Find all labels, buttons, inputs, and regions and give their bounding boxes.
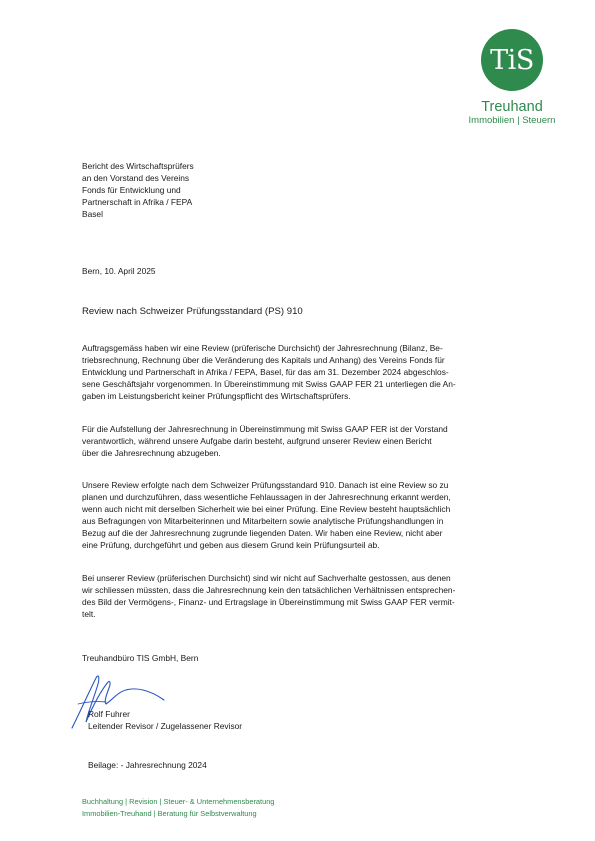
paragraph-conclusion [82,572,532,620]
paragraph-line: wir schliessen müssten, dass die Jahresrechnung kein den tatsächlichen Verhältnissen entsprechen- [82,585,456,596]
paragraph-line: Bezug auf die der Jahresrechnung zugrunde liegenden Daten. Wir haben eine Review, nicht aber [82,528,443,539]
paragraph-line: sene Geschäftsjahr vorgenommen. In Übereinstimmung mit Swiss GAAP FER 21 unterliegen die An- [82,379,456,390]
paragraph-line: wenn auch nicht mit derselben Sicherheit wie bei einer Prüfung. Eine Review besteht hauptsächlich [82,504,451,515]
address-line: an den Vorstand des Vereins [82,173,190,184]
letter-subject: Review nach Schweizer Prüfungsstandard (PS) 910 [82,306,303,317]
paragraph-line: Unsere Review erfolgte nach dem Schweizer Prüfungsstandard 910. Danach ist eine Review so zu [82,480,449,490]
address-line: Partnerschaft in Afrika / FEPA [82,197,193,208]
letter-date: Bern, 10. April 2025 [82,266,156,276]
logo-name: Treuhand [481,99,543,115]
paragraph-line: telt. [82,609,96,620]
enclosure-note: Beilage: - Jahresrechnung 2024 [88,760,207,770]
paragraph-line: planen und durchzuführen, dass wesentliche Fehlaussagen in der Jahresrechnung erkannt werden, [82,492,451,503]
signer-role: Leitender Revisor / Zugelassener Revisor [88,721,243,732]
logo-circle [481,29,543,91]
paragraph-line: aus Befragungen von Mitarbeiterinnen und Mitarbeitern sowie analytische Prüfungshandlungen in [82,516,444,527]
paragraph-line: Entwicklung und Partnerschaft in Afrika / FEPA, Basel, für das am 31. Dezember 2024 abgeschlos- [82,367,449,378]
paragraph-line: Für die Aufstellung der Jahresrechnung in Übereinstimmung mit Swiss GAAP FER ist der Vorstand [82,424,448,434]
logo-mark: TiS [490,44,534,76]
paragraph-line: triebsrechnung, Rechnung über die Veränderung des Kapitals und Anhang) des Vereins Fonds für [82,355,445,366]
signer-name: Rolf Fuhrer [88,709,130,719]
footer-line: Immobilien-Treuhand | Beratung für Selbstverwaltung [82,808,257,818]
paragraph-procedure [82,479,532,552]
address-line: Fonds für Entwicklung und [82,185,181,196]
recipient-address [82,160,194,220]
paragraph-line: verantwortlich, während unsere Aufgabe darin besteht, aufgrund unserer Review einen Bericht [82,436,432,447]
footer-line: Buchhaltung | Revision | Steuer- & Unternehmensberatung [82,797,275,806]
logo-tagline: Immobilien | Steuern [468,115,556,126]
paragraph-line: Bei unserer Review (prüferischen Durchsicht) sind wir nicht auf Sachverhalte gestossen, aus denen [82,573,451,583]
company-logo [462,29,562,127]
letterhead-footer [82,796,274,819]
company-closing: Treuhandbüro TIS GmbH, Bern [82,653,199,663]
address-line: Basel [82,209,103,220]
paragraph-line: über die Jahresrechnung abzugeben. [82,448,221,459]
signer-block [88,708,242,732]
address-line: Bericht des Wirtschaftsprüfers [82,161,194,171]
paragraph-line: Auftragsgemäss haben wir eine Review (prüferische Durchsicht) der Jahresrechnung (Bilanz, Be- [82,343,443,353]
paragraph-line: gaben im Leistungsbericht keiner Prüfungspflicht des Wirtschaftsprüfers. [82,391,351,402]
paragraph-responsibility [82,423,532,459]
paragraph-line: des Bild der Vermögens-, Finanz- und Ertragslage in Übereinstimmung mit Swiss GAAP FER vermit- [82,597,455,608]
paragraph-line: eine Prüfung, durchgeführt und geben aus diesem Grund kein Prüfungsurteil ab. [82,540,380,551]
paragraph-engagement [82,342,532,402]
